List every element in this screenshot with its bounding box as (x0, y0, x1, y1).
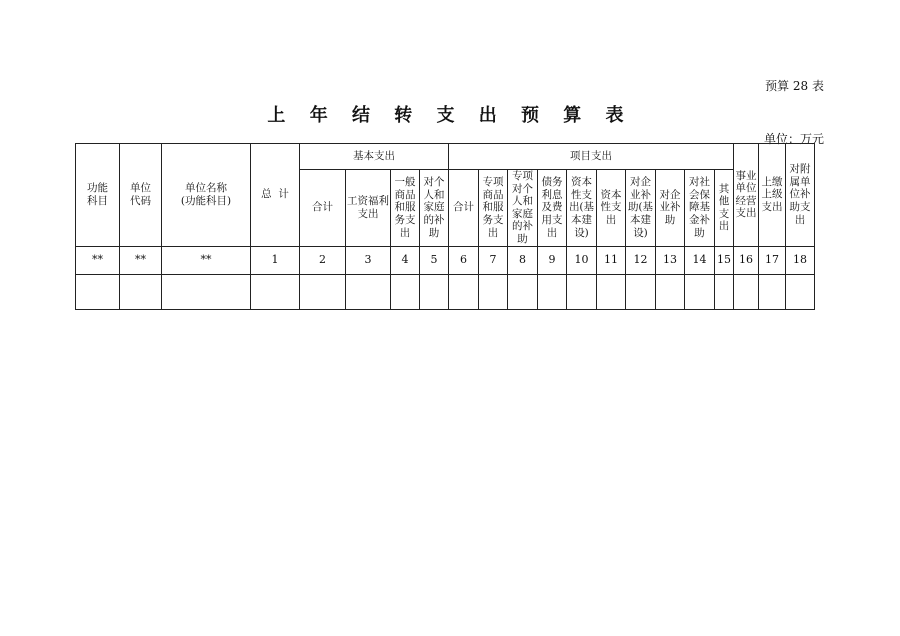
index-cell: 9 (538, 246, 567, 274)
data-cell (626, 274, 656, 309)
data-cell (300, 274, 346, 309)
header-project-special-goods: 专项 商品 和服 务支 出 (479, 170, 508, 247)
index-cell: 17 (759, 246, 786, 274)
index-cell: 18 (786, 246, 815, 274)
data-cell (734, 274, 759, 309)
data-cell (449, 274, 479, 309)
data-cell (786, 274, 815, 309)
header-upper: 上缴 上级 支出 (759, 144, 786, 247)
header-project-social-security: 对社 会保 障基 金补 助 (685, 170, 715, 247)
index-cell: 16 (734, 246, 759, 274)
header-basic-group: 基本支出 (300, 144, 449, 170)
data-cell (479, 274, 508, 309)
data-cell (346, 274, 391, 309)
index-cell: ** (76, 246, 120, 274)
data-cell (567, 274, 597, 309)
index-cell: 6 (449, 246, 479, 274)
form-number: 预算 28 表 (765, 79, 824, 93)
header-row-1 (76, 144, 815, 170)
index-cell: 12 (626, 246, 656, 274)
index-cell: 1 (251, 246, 300, 274)
header-project-enterprise-construction: 对企 业补 助(基 本建 设) (626, 170, 656, 247)
header-basic-sum: 合计 (300, 170, 346, 247)
data-cell (715, 274, 734, 309)
data-cell (508, 274, 538, 309)
header-project-debt: 债务 利息 及费 用支 出 (538, 170, 567, 247)
index-cell: 8 (508, 246, 538, 274)
data-cell (597, 274, 626, 309)
data-cell (656, 274, 685, 309)
index-cell: ** (162, 246, 251, 274)
header-total: 总 计 (251, 144, 300, 247)
data-cell (685, 274, 715, 309)
index-cell: 5 (420, 246, 449, 274)
index-cell: 13 (656, 246, 685, 274)
header-project-enterprise: 对企 业补 助 (656, 170, 685, 247)
header-unit-code: 单位 代码 (120, 144, 162, 247)
budget-table (75, 143, 815, 310)
header-project-capital-construction: 资本 性支 出(基 本建 设) (567, 170, 597, 247)
header-affiliate: 对附 属单 位补 助支 出 (786, 144, 815, 247)
header-basic-personal: 对个 人和 家庭 的补 助 (420, 170, 449, 247)
data-row-empty (76, 274, 815, 309)
header-business: 事业 单位 经营 支出 (734, 144, 759, 247)
data-cell (420, 274, 449, 309)
header-func-subject: 功能 科目 (76, 144, 120, 247)
index-cell: 10 (567, 246, 597, 274)
header-basic-wage: 工资福利 支出 (346, 170, 391, 247)
data-cell (120, 274, 162, 309)
data-cell (76, 274, 120, 309)
data-cell (391, 274, 420, 309)
column-index-row (76, 246, 815, 274)
index-cell: 11 (597, 246, 626, 274)
header-basic-goods: 一般 商品 和服 务支 出 (391, 170, 420, 247)
page-title: 上 年 结 转 支 出 预 算 表 (267, 105, 633, 126)
index-cell: 14 (685, 246, 715, 274)
header-project-capital: 资本 性支 出 (597, 170, 626, 247)
index-cell: ** (120, 246, 162, 274)
data-cell (538, 274, 567, 309)
index-cell: 3 (346, 246, 391, 274)
data-cell (759, 274, 786, 309)
header-project-group: 项目支出 (449, 144, 734, 170)
header-project-sum: 合计 (449, 170, 479, 247)
index-cell: 2 (300, 246, 346, 274)
data-cell (251, 274, 300, 309)
header-project-special-personal: 专项 对个 人和 家庭 的补 助 (508, 170, 538, 247)
header-project-other: 其他 支出 (715, 170, 734, 247)
index-cell: 4 (391, 246, 420, 274)
header-unit-name: 单位名称 (功能科目) (162, 144, 251, 247)
data-cell (162, 274, 251, 309)
index-cell: 7 (479, 246, 508, 274)
index-cell: 15 (715, 246, 734, 274)
unit-label: 单位：万元 (763, 132, 824, 146)
